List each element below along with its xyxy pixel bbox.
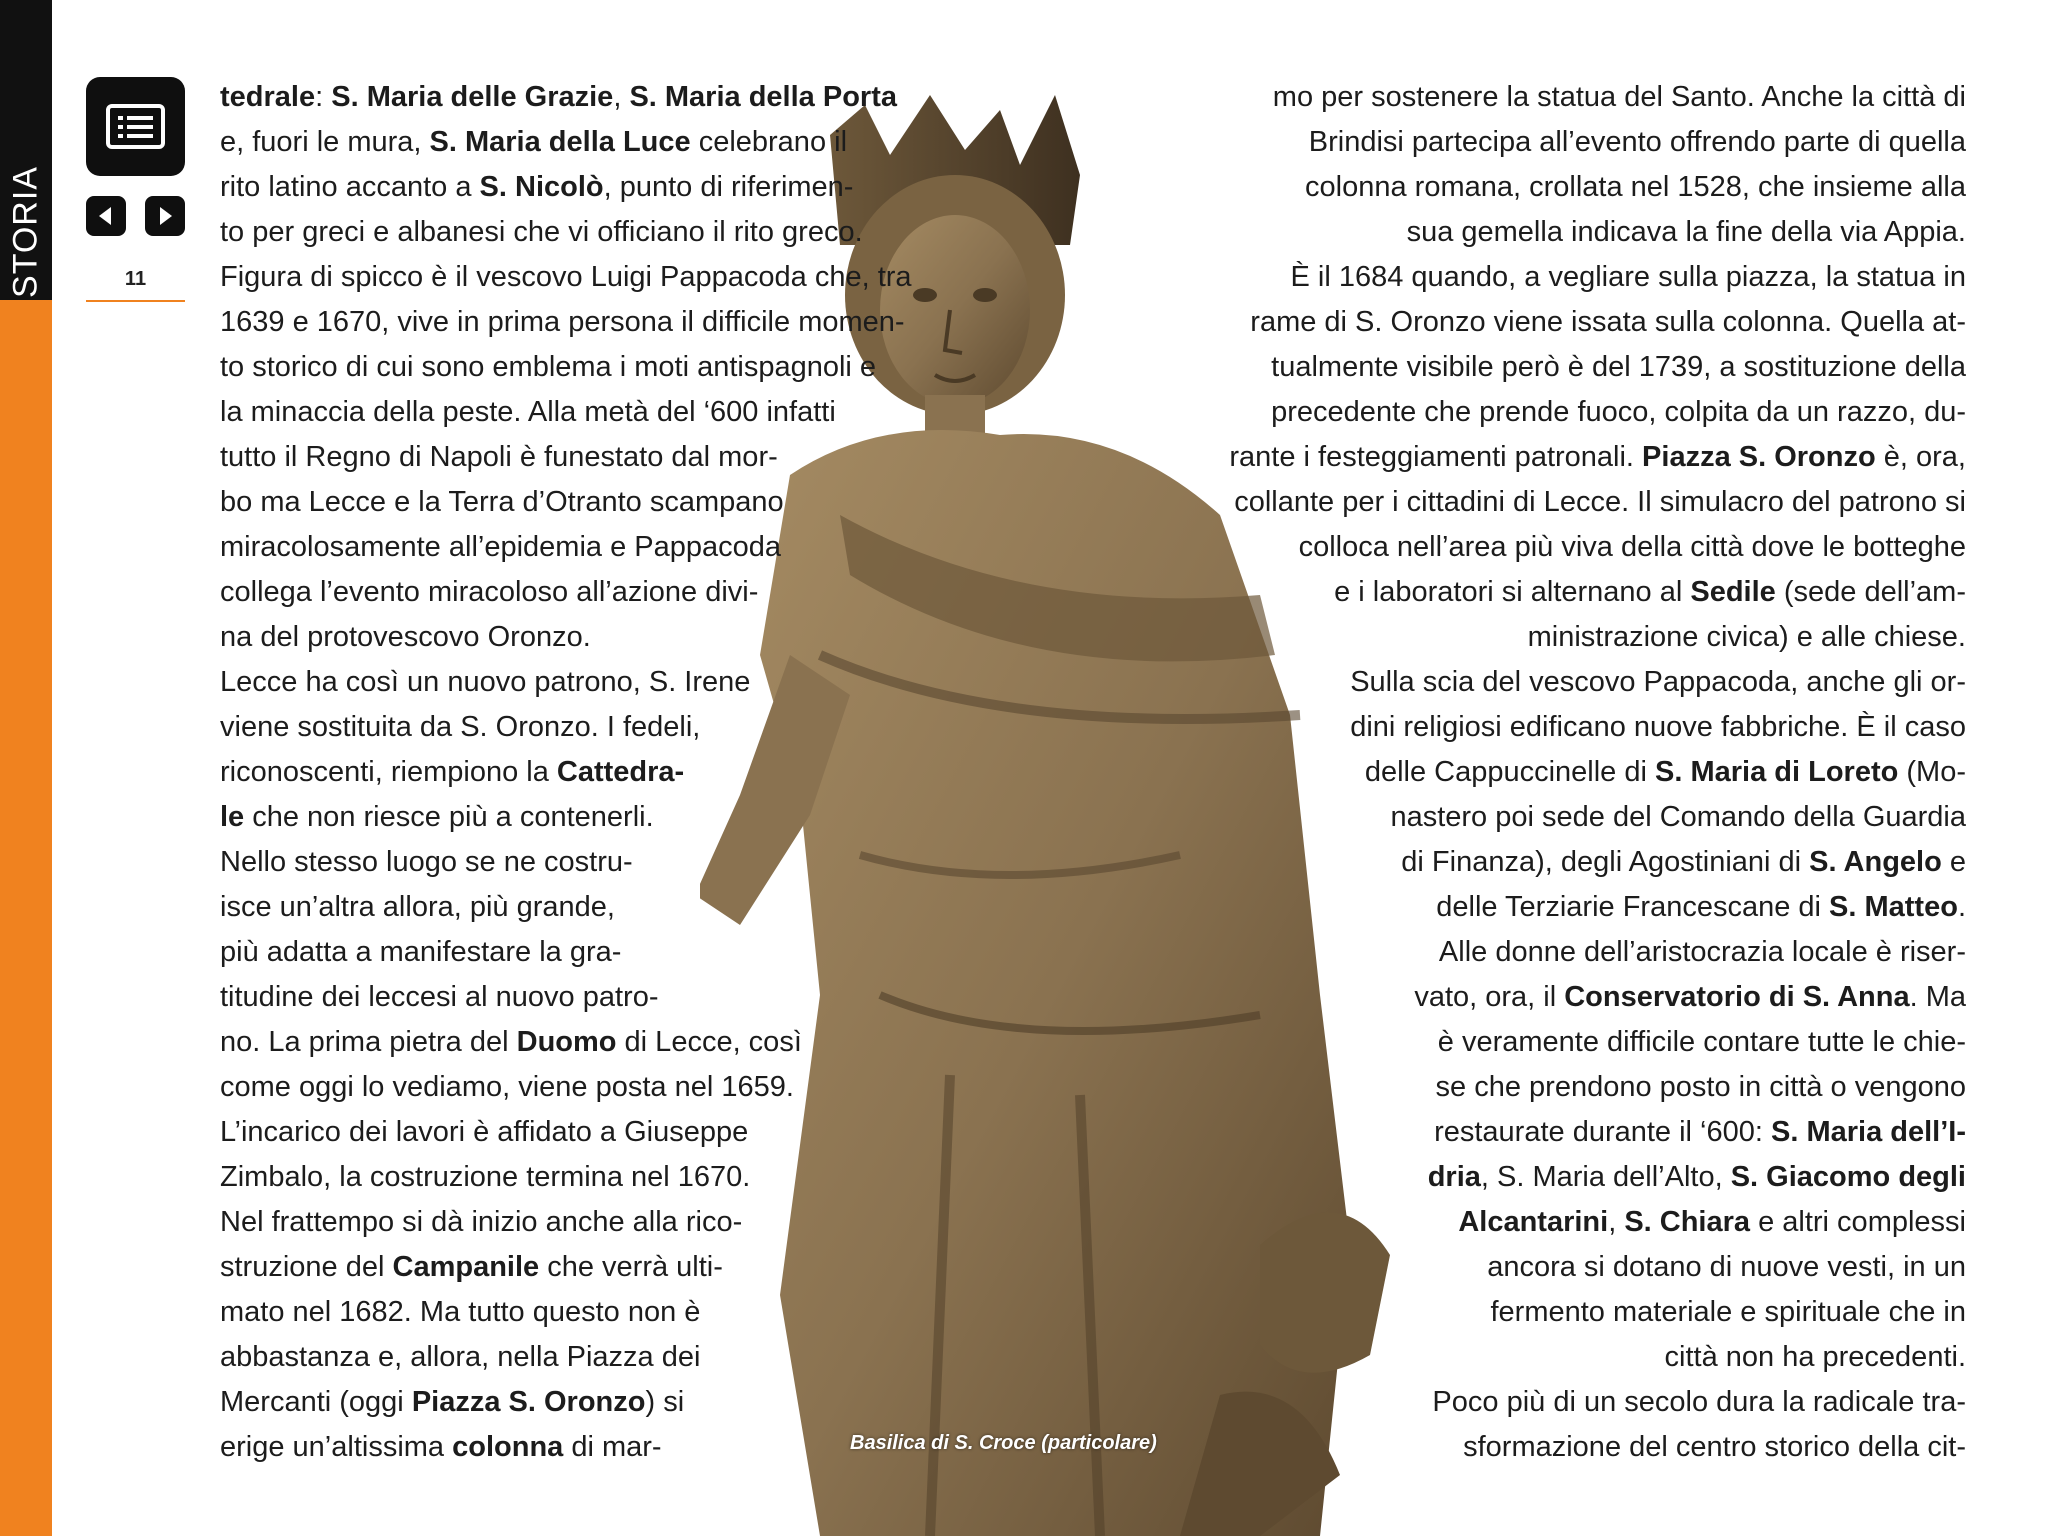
text-line <box>1229 1065 1966 1110</box>
text-segment: collega l’evento miracoloso all’azione divi- <box>220 576 759 608</box>
text-segment: (sede dell’am- <box>1775 576 1966 608</box>
bold-term: tedrale <box>220 81 316 113</box>
text-line <box>220 525 912 570</box>
text-segment: ministrazione civica) e alle chiese. <box>1527 621 1966 653</box>
text-line <box>220 885 912 930</box>
text-line <box>1229 255 1966 300</box>
text-segment: riconoscenti, riempiono la <box>220 756 557 788</box>
text-line <box>220 165 912 210</box>
text-line <box>1229 120 1966 165</box>
bold-term: S. Chiara <box>1624 1206 1751 1238</box>
text-line <box>220 930 912 975</box>
text-segment: Mercanti (oggi <box>220 1386 412 1418</box>
text-segment: dini religiosi edificano nuove fabbriche. È il caso <box>1350 711 1966 743</box>
text-segment: Sulla scia del vescovo Pappacoda, anche gli or- <box>1350 666 1966 698</box>
text-line <box>1229 1155 1966 1200</box>
text-segment: ) si <box>645 1386 685 1418</box>
text-segment: di mar- <box>563 1431 662 1463</box>
text-line <box>1229 1110 1966 1155</box>
bold-term: S. Angelo <box>1809 846 1942 878</box>
text-segment: L’incarico dei lavori è affidato a Giuseppe <box>220 1116 749 1148</box>
text-line <box>1229 975 1966 1020</box>
text-line <box>220 300 912 345</box>
text-line <box>220 480 912 525</box>
text-line <box>1229 435 1966 480</box>
text-segment: 1639 e 1670, vive in prima persona il difficile momen- <box>220 306 905 338</box>
text-line <box>1229 1425 1966 1470</box>
bold-term: S. Maria delle Grazie <box>331 81 614 113</box>
triangle-right-icon <box>145 196 185 236</box>
text-segment: colonna romana, crollata nel 1528, che insieme alla <box>1305 171 1966 203</box>
text-segment: (Mo- <box>1898 756 1966 788</box>
text-line <box>220 345 912 390</box>
text-line <box>220 1155 912 1200</box>
bold-term: dria <box>1427 1161 1481 1193</box>
text-line <box>220 1200 912 1245</box>
text-segment: rante i festeggiamenti patronali. <box>1229 441 1643 473</box>
text-segment: Lecce ha così un nuovo patrono, S. Irene <box>220 666 751 698</box>
text-segment: e i laboratori si alternano al <box>1334 576 1691 608</box>
text-segment: di Lecce, così <box>616 1026 802 1058</box>
text-segment: nastero poi sede del Comando della Guardia <box>1390 801 1966 833</box>
text-segment: rame di S. Oronzo viene issata sulla colonna. Quella at- <box>1250 306 1966 338</box>
bold-term: Campanile <box>392 1251 540 1283</box>
text-segment: sua gemella indicava la fine della via Appia. <box>1406 216 1966 248</box>
text-line <box>1229 615 1966 660</box>
text-segment: delle Terziarie Francescane di <box>1436 891 1830 923</box>
text-line <box>1229 1200 1966 1245</box>
text-segment: vato, ora, il <box>1414 981 1565 1013</box>
bold-term: Conservatorio di S. Anna <box>1564 981 1910 1013</box>
text-line <box>220 1245 912 1290</box>
bold-term: S. Maria della Luce <box>429 126 691 158</box>
bold-term: Piazza S. Oronzo <box>1642 441 1876 473</box>
text-line <box>220 570 912 615</box>
page-number-rule <box>86 300 185 302</box>
prev-page-button[interactable] <box>86 196 126 236</box>
text-line <box>1229 165 1966 210</box>
text-line <box>1229 795 1966 840</box>
text-line <box>1229 1020 1966 1065</box>
bold-term: Duomo <box>516 1026 617 1058</box>
text-line <box>1229 750 1966 795</box>
triangle-left-icon <box>86 196 126 236</box>
list-icon <box>86 77 185 176</box>
text-segment: titudine dei leccesi al nuovo patro- <box>220 981 659 1013</box>
text-segment: , S. Maria dell’Alto, <box>1480 1161 1731 1193</box>
text-line <box>220 705 912 750</box>
text-line <box>1229 930 1966 975</box>
text-line <box>1229 390 1966 435</box>
text-line <box>220 615 912 660</box>
bold-term: le <box>220 801 245 833</box>
text-segment: to storico di cui sono emblema i moti antispagnoli e <box>220 351 877 383</box>
text-line <box>1229 480 1966 525</box>
text-line <box>220 750 912 795</box>
text-line <box>1229 660 1966 705</box>
text-segment: Nel frattempo si dà inizio anche alla rico- <box>220 1206 743 1238</box>
text-line <box>220 1020 912 1065</box>
text-segment: tualmente visibile però è del 1739, a sostituzione della <box>1271 351 1966 383</box>
bold-term: Cattedra- <box>556 756 685 788</box>
bold-term: S. Giacomo degli <box>1730 1161 1966 1193</box>
text-segment: Nello stesso luogo se ne costru- <box>220 846 633 878</box>
text-line <box>220 975 912 1020</box>
text-line <box>220 795 912 840</box>
text-segment: e altri complessi <box>1750 1206 1966 1238</box>
text-segment: la minaccia della peste. Alla metà del ‘600 infatti <box>220 396 836 428</box>
text-segment: è veramente difficile contare tutte le chie- <box>1437 1026 1966 1058</box>
text-line <box>1229 345 1966 390</box>
text-line <box>1229 885 1966 930</box>
text-segment: mato nel 1682. Ma tutto questo non è <box>220 1296 701 1328</box>
text-line <box>220 660 912 705</box>
text-line <box>1229 705 1966 750</box>
text-line <box>1229 1290 1966 1335</box>
text-segment: Alle donne dell’aristocrazia locale è riser- <box>1438 936 1966 968</box>
text-segment: viene sostituita da S. Oronzo. I fedeli, <box>220 711 701 743</box>
text-line <box>220 255 912 300</box>
bold-term: S. Maria della Porta <box>629 81 897 113</box>
text-segment: . <box>1957 891 1966 923</box>
text-segment: se che prendono posto in città o vengono <box>1435 1071 1966 1103</box>
text-segment: È il 1684 quando, a vegliare sulla piazza, la statua in <box>1290 261 1966 293</box>
bold-term: S. Matteo <box>1829 891 1958 923</box>
text-segment: delle Cappuccinelle di <box>1364 756 1655 788</box>
text-segment: più adatta a manifestare la gra- <box>220 936 622 968</box>
text-segment: abbastanza e, allora, nella Piazza dei <box>220 1341 701 1373</box>
text-segment: e <box>1941 846 1966 878</box>
text-segment: Brindisi partecipa all’evento offrendo parte di quella <box>1308 126 1966 158</box>
bold-term: S. Nicolò <box>479 171 604 203</box>
text-segment: collante per i cittadini di Lecce. Il simulacro del patrono si <box>1234 486 1966 518</box>
text-segment: è, ora, <box>1875 441 1966 473</box>
text-line <box>220 120 912 165</box>
text-segment: che verrà ulti- <box>539 1251 723 1283</box>
text-segment: celebrano il <box>690 126 848 158</box>
text-line <box>1229 75 1966 120</box>
text-line <box>220 1290 912 1335</box>
text-line <box>1229 300 1966 345</box>
text-segment: sformazione del centro storico della cit- <box>1463 1431 1966 1463</box>
text-line <box>1229 525 1966 570</box>
bold-term: Alcantarini <box>1458 1206 1609 1238</box>
text-segment: na del protovescovo Oronzo. <box>220 621 591 653</box>
text-segment: , <box>1608 1206 1625 1238</box>
section-label: STORIA <box>6 166 45 298</box>
text-line <box>220 1335 912 1380</box>
text-segment: tutto il Regno di Napoli è funestato dal mor- <box>220 441 778 473</box>
text-segment: , <box>613 81 630 113</box>
text-line <box>1229 840 1966 885</box>
text-line <box>220 75 912 120</box>
text-segment: precedente che prende fuoco, colpita da un razzo, du- <box>1271 396 1966 428</box>
next-page-button[interactable] <box>145 196 185 236</box>
text-line <box>1229 570 1966 615</box>
text-segment: to per greci e albanesi che vi officiano il rito greco. <box>220 216 863 248</box>
text-segment: Zimbalo, la costruzione termina nel 1670. <box>220 1161 751 1193</box>
section-sidebar <box>0 0 52 1536</box>
bold-term: S. Maria di Loreto <box>1655 756 1899 788</box>
text-line <box>220 1380 912 1425</box>
text-segment: fermento materiale e spirituale che in <box>1490 1296 1966 1328</box>
right-text-column <box>1229 75 1966 1470</box>
text-segment: città non ha precedenti. <box>1664 1341 1966 1373</box>
text-line <box>220 1425 912 1470</box>
text-segment: che non riesce più a contenerli. <box>244 801 654 833</box>
bold-term: Piazza S. Oronzo <box>411 1386 646 1418</box>
text-segment: struzione del <box>220 1251 393 1283</box>
text-segment: Poco più di un secolo dura la radicale tra- <box>1432 1386 1966 1418</box>
bold-term: Sedile <box>1690 576 1776 608</box>
text-segment: colloca nell’area più viva della città dove le botteghe <box>1298 531 1966 563</box>
text-line <box>220 1110 912 1155</box>
text-segment: Figura di spicco è il vescovo Luigi Pappacoda che, tra <box>220 261 912 293</box>
text-segment: no. La prima pietra del <box>220 1026 517 1058</box>
page-number: 11 <box>124 268 147 290</box>
text-segment: restaurate durante il ‘600: <box>1434 1116 1771 1148</box>
text-line <box>220 435 912 480</box>
text-line <box>220 390 912 435</box>
text-segment: ancora si dotano di nuove vesti, in un <box>1487 1251 1966 1283</box>
text-line <box>220 210 912 255</box>
text-segment: di Finanza), degli Agostiniani di <box>1401 846 1810 878</box>
text-line <box>1229 1335 1966 1380</box>
text-line <box>220 840 912 885</box>
text-line <box>1229 210 1966 255</box>
text-line <box>220 1065 912 1110</box>
bold-term: colonna <box>452 1431 564 1463</box>
text-segment: bo ma Lecce e la Terra d’Otranto scampano <box>220 486 784 518</box>
menu-button[interactable] <box>86 77 185 176</box>
bold-term: S. Maria dell’I- <box>1771 1116 1966 1148</box>
text-segment: , punto di riferimen- <box>603 171 854 203</box>
text-segment: rito latino accanto a <box>220 171 480 203</box>
text-segment: erige un’altissima <box>220 1431 453 1463</box>
text-segment: : <box>315 81 332 113</box>
text-segment: . Ma <box>1909 981 1966 1013</box>
left-text-column <box>220 75 912 1470</box>
text-segment: isce un’altra allora, più grande, <box>220 891 615 923</box>
photo-caption: Basilica di S. Croce (particolare) <box>850 1432 1157 1454</box>
text-segment: mo per sostenere la statua del Santo. Anche la città di <box>1272 81 1966 113</box>
text-segment: come oggi lo vediamo, viene posta nel 1659. <box>220 1071 794 1103</box>
text-segment: miracolosamente all’epidemia e Pappacoda <box>220 531 781 563</box>
text-line <box>1229 1245 1966 1290</box>
text-segment: e, fuori le mura, <box>220 126 430 158</box>
text-line <box>1229 1380 1966 1425</box>
